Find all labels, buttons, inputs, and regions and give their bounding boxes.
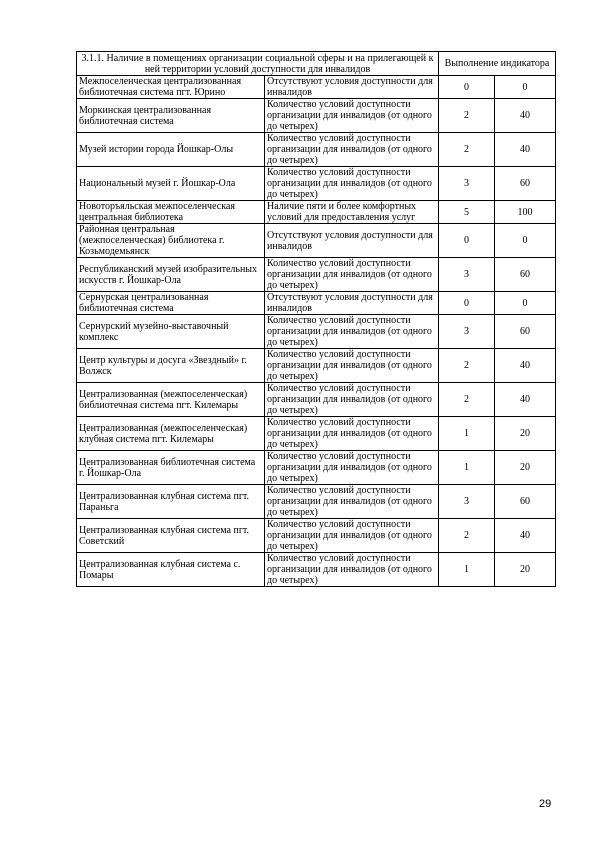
condition-description-cell: Количество условий доступности организации для инвалидов (от одного до четырех): [265, 349, 439, 383]
organization-name-cell: Центр культуры и досуга «Звездный» г. Волжск: [77, 349, 265, 383]
table-row: [77, 349, 556, 383]
conditions-count-cell: 1: [439, 553, 495, 587]
indicator-table-container: [76, 51, 555, 587]
organization-name-cell: Централизованная клубная система пгт. Параньга: [77, 485, 265, 519]
condition-description-cell: Количество условий доступности организации для инвалидов (от одного до четырех): [265, 417, 439, 451]
criterion-header: 3.1.1. Наличие в помещениях организации социальной сферы и на прилегающей к ней территории условий доступности для инвалидов: [77, 52, 439, 76]
table-body: [77, 52, 556, 587]
organization-name-cell: Централизованная клубная система с. Помары: [77, 553, 265, 587]
indicator-score-cell: 60: [495, 167, 556, 201]
indicator-score-cell: 100: [495, 201, 556, 224]
indicator-score-cell: 60: [495, 485, 556, 519]
table-row: [77, 417, 556, 451]
conditions-count-cell: 0: [439, 292, 495, 315]
conditions-count-cell: 2: [439, 99, 495, 133]
condition-description-cell: Отсутствуют условия доступности для инвалидов: [265, 292, 439, 315]
table-row: [77, 167, 556, 201]
organization-name-cell: Централизованная (межпоселенческая) библиотечная система пгт. Килемары: [77, 383, 265, 417]
table-row: [77, 99, 556, 133]
organization-name-cell: Моркинская централизованная библиотечная система: [77, 99, 265, 133]
conditions-count-cell: 3: [439, 315, 495, 349]
indicator-score-cell: 20: [495, 553, 556, 587]
organization-name-cell: Централизованная библиотечная система г. Йошкар-Ола: [77, 451, 265, 485]
indicator-score-cell: 0: [495, 224, 556, 258]
table-row: [77, 292, 556, 315]
condition-description-cell: Количество условий доступности организации для инвалидов (от одного до четырех): [265, 383, 439, 417]
table-row: [77, 315, 556, 349]
table-row: [77, 485, 556, 519]
conditions-count-cell: 0: [439, 224, 495, 258]
indicator-score-cell: 40: [495, 349, 556, 383]
organization-name-cell: Централизованная клубная система пгт. Советский: [77, 519, 265, 553]
organization-name-cell: Национальный музей г. Йошкар-Ола: [77, 167, 265, 201]
indicator-score-cell: 40: [495, 99, 556, 133]
condition-description-cell: Количество условий доступности организации для инвалидов (от одного до четырех): [265, 99, 439, 133]
table-header-row: [77, 52, 556, 76]
condition-description-cell: Количество условий доступности организации для инвалидов (от одного до четырех): [265, 553, 439, 587]
condition-description-cell: Количество условий доступности организации для инвалидов (от одного до четырех): [265, 451, 439, 485]
indicator-score-cell: 60: [495, 258, 556, 292]
indicator-score-cell: 20: [495, 417, 556, 451]
organization-name-cell: Сернурская централизованная библиотечная система: [77, 292, 265, 315]
table-row: [77, 519, 556, 553]
table-row: [77, 553, 556, 587]
organization-name-cell: Музей истории города Йошкар-Олы: [77, 133, 265, 167]
condition-description-cell: Наличие пяти и более комфортных условий для предоставления услуг: [265, 201, 439, 224]
organization-name-cell: Республиканский музей изобразительных искусств г. Йошкар-Ола: [77, 258, 265, 292]
table-row: [77, 258, 556, 292]
table-row: [77, 76, 556, 99]
indicator-score-cell: 20: [495, 451, 556, 485]
conditions-count-cell: 2: [439, 349, 495, 383]
conditions-count-cell: 2: [439, 383, 495, 417]
conditions-count-cell: 3: [439, 258, 495, 292]
conditions-count-cell: 1: [439, 451, 495, 485]
table-row: [77, 133, 556, 167]
conditions-count-cell: 2: [439, 133, 495, 167]
accessibility-indicator-table: [76, 51, 556, 587]
table-row: [77, 451, 556, 485]
conditions-count-cell: 0: [439, 76, 495, 99]
indicator-score-cell: 60: [495, 315, 556, 349]
condition-description-cell: Количество условий доступности организации для инвалидов (от одного до четырех): [265, 315, 439, 349]
condition-description-cell: Отсутствуют условия доступности для инвалидов: [265, 76, 439, 99]
organization-name-cell: Новоторъяльская межпоселенческая центральная библиотека: [77, 201, 265, 224]
condition-description-cell: Количество условий доступности организации для инвалидов (от одного до четырех): [265, 133, 439, 167]
condition-description-cell: Количество условий доступности организации для инвалидов (от одного до четырех): [265, 258, 439, 292]
organization-name-cell: Районная центральная (межпоселенческая) библиотека г. Козьмодемьянск: [77, 224, 265, 258]
page-number: 29: [539, 798, 552, 810]
conditions-count-cell: 3: [439, 167, 495, 201]
indicator-score-cell: 0: [495, 292, 556, 315]
organization-name-cell: Централизованная (межпоселенческая) клубная система пгт. Килемары: [77, 417, 265, 451]
condition-description-cell: Количество условий доступности организации для инвалидов (от одного до четырех): [265, 167, 439, 201]
indicator-score-cell: 40: [495, 383, 556, 417]
indicator-score-cell: 40: [495, 133, 556, 167]
conditions-count-cell: 3: [439, 485, 495, 519]
conditions-count-cell: 5: [439, 201, 495, 224]
organization-name-cell: Сернурский музейно-выставочный комплекс: [77, 315, 265, 349]
fulfillment-header: Выполнение индикатора: [439, 52, 556, 76]
indicator-score-cell: 0: [495, 76, 556, 99]
table-row: [77, 383, 556, 417]
condition-description-cell: Количество условий доступности организации для инвалидов (от одного до четырех): [265, 485, 439, 519]
condition-description-cell: Количество условий доступности организации для инвалидов (от одного до четырех): [265, 519, 439, 553]
indicator-score-cell: 40: [495, 519, 556, 553]
condition-description-cell: Отсутствуют условия доступности для инвалидов: [265, 224, 439, 258]
conditions-count-cell: 2: [439, 519, 495, 553]
table-row: [77, 224, 556, 258]
conditions-count-cell: 1: [439, 417, 495, 451]
organization-name-cell: Межпоселенческая централизованная библиотечная система пгт. Юрино: [77, 76, 265, 99]
table-row: [77, 201, 556, 224]
